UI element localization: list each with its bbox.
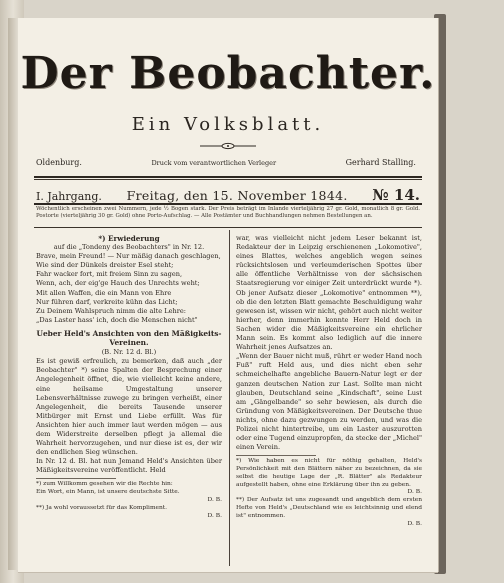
reply-subheading: auf die „Tondeny des Beobachters" in Nr. 12. [53,243,205,252]
poem-line: Fahr wacker fort, mit freiem Sinn zu sagen, [36,270,183,279]
footnote-rule [236,455,316,456]
notice-rule [34,227,422,228]
ornament-divider-icon [198,142,258,150]
masthead-title: Der Beobachter. [20,48,436,99]
poem-line: „Das Laster hass' ich, doch die Menschen nicht" [36,315,198,324]
poem-line: Nur führen darf, verkreite kühn das Licht; [36,297,178,306]
header-rule-top [34,176,422,178]
poem-line: Brave, mein Freund! — Nur mäßig danach geschlagen, [36,252,221,261]
column-divider [229,230,230,566]
printer-label: Druck vom verantwortlichen Verleger [151,159,277,167]
newspaper-page [18,18,438,572]
header-rule-bottom [34,203,422,205]
article-reference: (B. Nr. 12 d. Bl.) [101,348,157,357]
article-body: Es ist gewiß erfreulich, zu bemerken, daß auch „der Beobachter" *) seine Spalten der Besprechung einer Angelegenheit öffnet, die, wie vielleicht keine andere, eine heilsame Umgestaltung unserer Lebensverhältnisse zuwege zu bringen verheißt, einer Angelegenheit, die bereits Tausende unserer Mitbürger mit Ernst und Liebe erfüllt. Was für Ansichten hier auch immer laut werden mögen — aus dem Widerstreite derselben pflegt ja allemal die Wahrheit hervorzugehen, und nur diese ist es, der wir den endlichen Sieg wünschen. [36,357,222,457]
left-column [36,234,222,520]
article-body-continued: In Nr. 12 d. Bl. hat nun Jemand Held's Ansichten über Mäßigkeitsvereine veröffentlicht. Held [36,457,222,475]
footnote-signature: D. B. [407,520,422,527]
poem-line: Wenn, ach, der eig'ge Hauch des Unrechts weht; [36,279,200,288]
poem-line: Zu Deinem Wahlspruch nimm die alte Lehre: [36,306,187,315]
place-label: Oldenburg. [36,158,82,167]
footnote: **) Der Aufsatz ist uns zugesandt und angeblich dem ersten Hefte von Held's „Deutschland wie es leichtsinnig und elend ist" entnommen. [236,497,422,519]
issue-line [36,186,420,204]
footnote-signature: D. B. [207,512,222,519]
footnote: *) Wie haben es nicht für nöthig gehalten, Held's Persönlichkeit mit den Blättern näher zu bezeichnen, da sie selbst die heutige Lage der „R. Blätter" als Redakteur aufgestellt haben, ohne eine Erklärung über ihn zu geben. [236,458,422,488]
footnote: **) Ja wohl voraussetzt für das Kompliment. [36,504,168,511]
publisher-label: Gerhard Stalling. [345,158,416,167]
article-body: war, was vielleicht nicht jedem Leser bekannt ist, Redakteur der in Leipzig erschienenen „Lokomotive", eines Blattes, welches angeblich wegen seines rücksichtslosen und verleumderischen Spottes über alle öffentliche Verhältnisse von der sächsischen Staatsregierung vor einiger Zeit unterdrückt wurde *). Ob jener Aufsatz dieser „Lokomotive" entnommen **), ob die den letzten Blatt gemachte Beschuldigung wahr gewesen ist, wissen wir nicht, gehört auch nicht weiter hierher, denn immerhin konnte Herr Held doch in Sachen wider die Mäßigkeitsvereine ein ehrlicher Mann sein. Es kommt also lediglich auf die innere Wahrheit jenes Aufsatzes an. [236,234,422,352]
publisher-info-line [36,158,416,167]
masthead-subtitle: Ein Volksblatt. [131,114,325,135]
right-column [236,234,422,528]
footnote-rule [36,478,116,479]
issue-number: № 14. [372,186,420,204]
reply-heading: *) Erwiederung [98,234,160,243]
article-body-continued: „Wenn der Bauer nicht muß, rührt er weder Hand noch Fuß" ruft Held aus, und dies nicht eben sehr schmeichelhafte angebliche Bauern-Natur legt er der ganzen deutschen Nation zur Last. Sollte man nicht glauben, Deutschland seine „Kindschaft", seine Lust am „Gängelbande" so sehr bewiesen, als durch die Gründung von Mäßigkeitsvereinen. Der Deutsche thue nichts, ohne dazu gezwungen zu werden, und was die Polizei nicht hintertreibe, um ein Laster auszurotten oder eine Tugend einzupropfen, da stecke der „Michel" einen Verein. [236,352,422,452]
issue-date: Freitag, den 15. November 1844. [126,188,348,203]
footnote: *) zum Willkomm gesehen wir die Rechte hin: [36,481,173,488]
footnote-signature: D. B. [207,497,222,504]
volume-label: I. Jahrgang. [36,190,102,203]
footnote-continued: Ein Wort, ein Mann, ist unsere deutschste Sitte. [36,489,180,496]
header-rule-top-thin [34,179,422,180]
poem-line: Mit allen Waffen, die ein Mann von Ehre [36,288,172,297]
footnote-signature: D. B. [407,489,422,496]
article-heading: Ueber Held's Ansichten von den Mäßigkeits-Vereinen. [36,328,222,348]
binding-edge [8,18,18,570]
subscription-notice: Wöchentlich erscheinen zwei Nummern, jede ½ Bogen stark. Der Preis beträgt im Inlande vierteljährig 27 gr. Gold, monatlich 8 gr. Gold. Postorte (vierteljährig 30 gr. Gold) ohne Porto-Aufschlag. — Alle Postämter und Buchhandlungen nehmen Bestellungen an. [36,206,420,219]
poem-line: Wie sind der Dünkels dreister Esel steht; [36,261,174,270]
